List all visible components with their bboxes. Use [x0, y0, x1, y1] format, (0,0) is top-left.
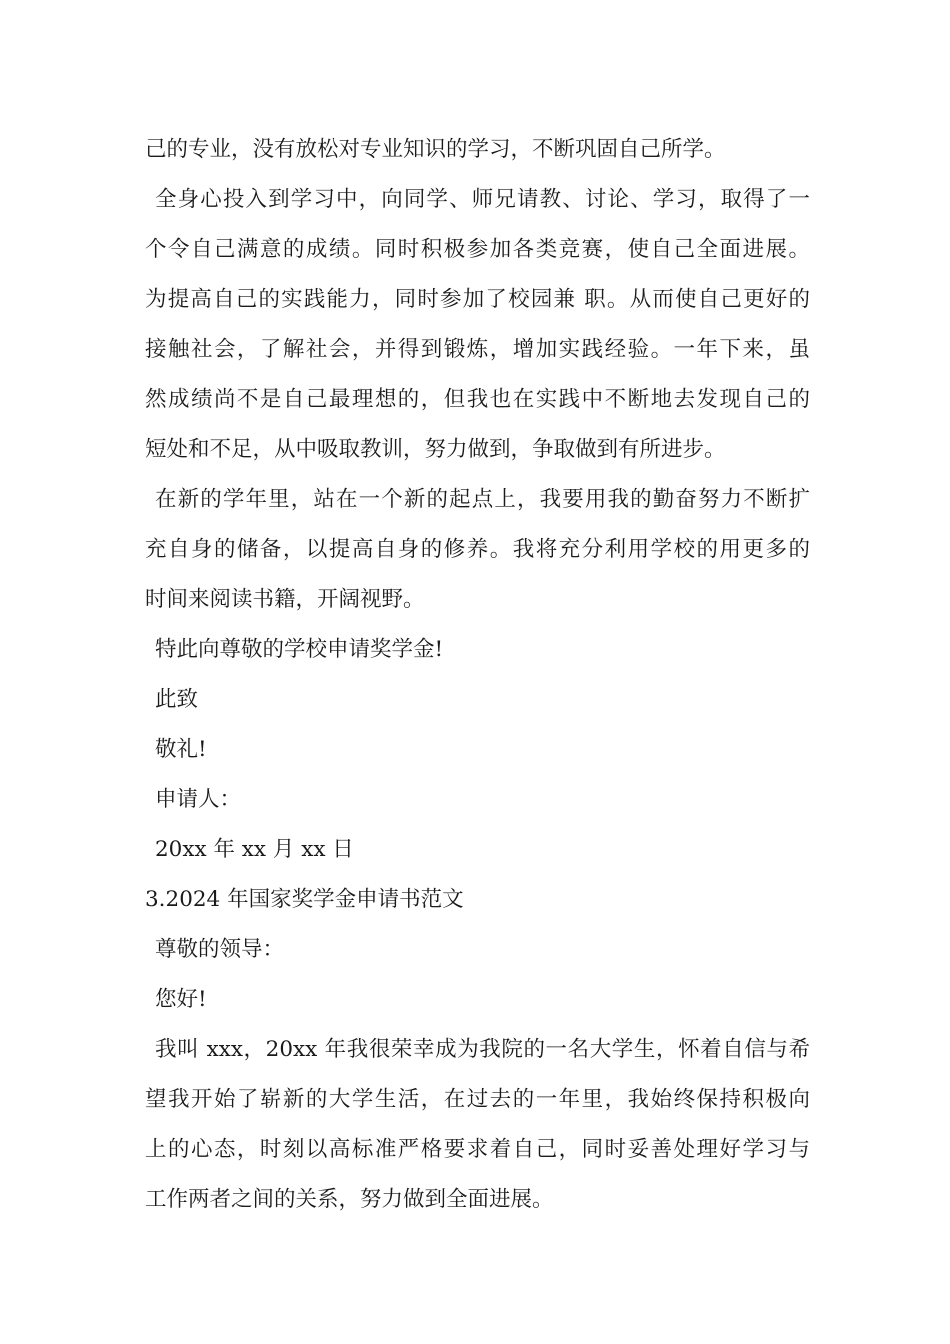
closing-line: 敬礼! [155, 737, 207, 762]
paragraph-line: 然成绩尚不是自己最理想的，但我也在实践中不断地去发现自己的 [145, 387, 810, 412]
paragraph-line: 短处和不足，从中吸取教训，努力做到，争取做到有所进步。 [145, 437, 726, 462]
date-line: 20xx 年 xx 月 xx 日 [155, 837, 354, 862]
closing-line: 此致 [155, 687, 199, 712]
paragraph-line: 全身心投入到学习中，向同学、师兄请教、讨论、学习，取得了一 [155, 187, 810, 212]
paragraph-line: 特此向尊敬的学校申请奖学金! [155, 637, 444, 662]
salutation-line: 尊敬的领导： [155, 937, 285, 962]
signature-line: 申请人： [155, 787, 242, 812]
paragraph-line: 望我开始了崭新的大学生活，在过去的一年里，我始终保持积极向 [145, 1087, 810, 1112]
paragraph-line: 接触社会，了解社会，并得到锻炼，增加实践经验。一年下来，虽 [145, 337, 810, 362]
section-heading: 3.2024 年国家奖学金申请书范文 [145, 887, 464, 912]
paragraph-line: 上的心态，时刻以高标准严格要求着自己，同时妥善处理好学习与 [145, 1137, 810, 1162]
greeting-line: 您好! [155, 987, 207, 1012]
paragraph-line: 工作两者之间的关系，努力做到全面进展。 [145, 1187, 554, 1212]
paragraph-line: 充自身的储备，以提高自身的修养。我将充分利用学校的用更多的 [145, 537, 810, 562]
paragraph-line: 在新的学年里，站在一个新的起点上，我要用我的勤奋努力不断扩 [155, 487, 810, 512]
paragraph-line: 为提高自己的实践能力，同时参加了校园兼 职。从而使自己更好的 [145, 287, 810, 312]
paragraph-line: 我叫 xxx，20xx 年我很荣幸成为我院的一名大学生，怀着自信与希 [155, 1037, 810, 1062]
paragraph-line: 己的专业，没有放松对专业知识的学习，不断巩固自己所学。 [145, 137, 726, 162]
paragraph-line: 个令自己满意的成绩。同时积极参加各类竞赛，使自己全面进展。 [145, 237, 810, 262]
paragraph-line: 时间来阅读书籍，开阔视野。 [145, 587, 425, 612]
